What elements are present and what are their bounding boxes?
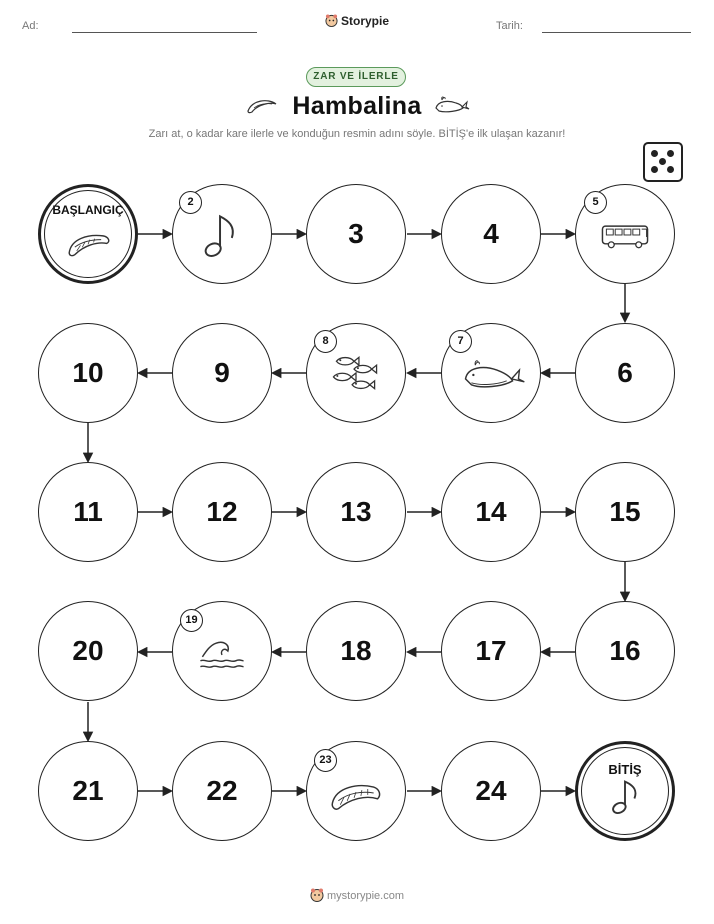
board-cell-start[interactable] [38, 184, 138, 284]
board-cell-11[interactable] [38, 462, 138, 562]
board-cell-13[interactable] [306, 462, 406, 562]
date-label: Tarih: [496, 20, 523, 32]
board-cell-14[interactable] [441, 462, 541, 562]
finish-label: BİTİŞ [608, 762, 642, 777]
board-cell-9[interactable] [172, 323, 272, 423]
board-cell-15[interactable] [575, 462, 675, 562]
cell-number: 13 [340, 496, 372, 527]
cell-number: 22 [206, 775, 238, 806]
board-cell-finish[interactable] [575, 741, 675, 841]
activity-tag: ZAR VE İLERLE [306, 67, 406, 87]
cell-number: 14 [475, 496, 507, 527]
board-cell-18[interactable] [306, 601, 406, 701]
footer [0, 888, 714, 902]
cell-number: 17 [475, 635, 507, 666]
brand-name: Storypie [340, 14, 389, 28]
cell-number: 9 [214, 357, 230, 388]
cell-number: 18 [340, 635, 372, 666]
cell-number: 6 [617, 357, 633, 388]
cell-number: 21 [72, 775, 104, 806]
board-cell-24[interactable] [441, 741, 541, 841]
cell-number: 11 [73, 496, 103, 527]
instructions: Zarı at, o kadar kare ilerle ve konduğun resmin adını söyle. BİTİŞ'e ilk ulaşan kazanır! [148, 128, 566, 140]
storypie-logo-icon [310, 888, 324, 902]
board-cell-17[interactable] [441, 601, 541, 701]
cell-number-badge: 7 [449, 330, 472, 353]
cell-number: 3 [348, 218, 364, 249]
cell-number-badge: 5 [584, 191, 607, 214]
cell-number: 15 [609, 496, 641, 527]
board-cell-16[interactable] [575, 601, 675, 701]
music-note-icon [578, 744, 672, 838]
board-cell-3[interactable] [306, 184, 406, 284]
seed-pod-icon [41, 187, 135, 281]
board-cell-22[interactable] [172, 741, 272, 841]
cell-number: 10 [72, 357, 104, 388]
cell-number-badge: 2 [179, 191, 202, 214]
board-cell-10[interactable] [38, 323, 138, 423]
name-label: Ad: [22, 20, 39, 32]
cell-number: 20 [72, 635, 104, 666]
cell-number: 24 [475, 775, 507, 806]
cell-number: 12 [206, 496, 238, 527]
cell-number: 16 [609, 635, 641, 666]
cell-number-badge: 8 [314, 330, 337, 353]
board-cell-6[interactable] [575, 323, 675, 423]
board-cell-4[interactable] [441, 184, 541, 284]
page-title: Hambalina [292, 92, 422, 120]
start-label: BAŞLANGIÇ [52, 203, 124, 217]
cell-number-badge: 19 [180, 609, 203, 632]
cell-number: 4 [483, 218, 499, 249]
footer-site: mystorypie.com [326, 890, 405, 902]
cell-number-badge: 23 [314, 749, 337, 772]
board-cell-21[interactable] [38, 741, 138, 841]
board-cell-12[interactable] [172, 462, 272, 562]
board-cell-20[interactable] [38, 601, 138, 701]
